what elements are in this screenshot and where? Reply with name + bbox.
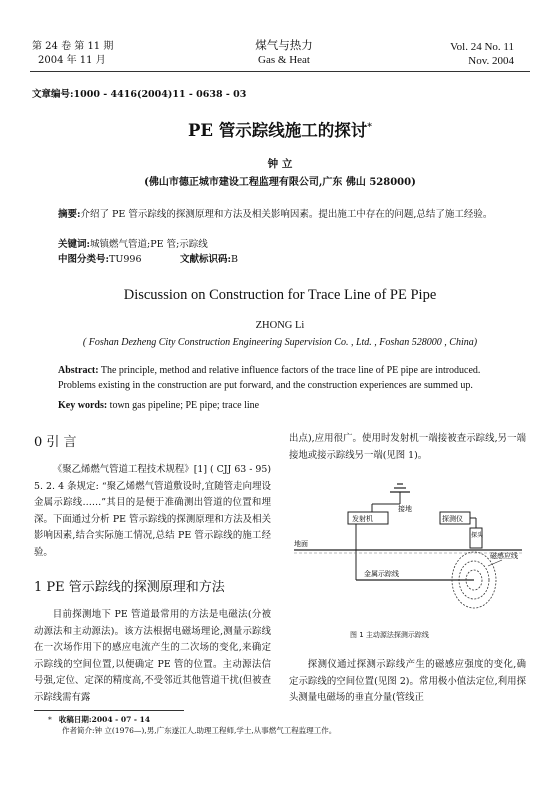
header-rule bbox=[30, 71, 530, 72]
section-1-paragraph: 目前探测地下 PE 管道最常用的方法是电磁法(分被动源法和主动源法)。该方法根据电磁场理论,测量示踪线在一次场作用下的感应电流产生的二次场的变化,来确定示踪线的空间位置,以便确定 PE 管的位置。主动源法信号强,定位、定深的精度高,不受邻近其他管道干扰(但被查示踪线需有露 bbox=[34, 609, 271, 703]
abstract-en-label: Abstract: bbox=[58, 365, 99, 376]
keywords-cn bbox=[58, 238, 513, 252]
volume-issue-en: Vol. 24 No. 11 bbox=[450, 41, 514, 53]
right-column-top-paragraph: 出点),应用很广。使用时发射机一端接被查示踪线,另一端接地或接示踪线另一端(见图 1)。 bbox=[289, 433, 526, 461]
title-cn bbox=[0, 117, 560, 141]
clc-value: TU996 bbox=[109, 254, 142, 265]
clc-label: 中图分类号: bbox=[58, 254, 110, 265]
footnote-rule bbox=[34, 710, 184, 711]
doc-label: 文献标识码: bbox=[180, 254, 232, 265]
keywords-en-text: town gas pipeline; PE pipe; trace line bbox=[107, 400, 260, 411]
abstract-en bbox=[58, 364, 516, 393]
footnote-marker: * bbox=[48, 715, 52, 724]
title-en: Discussion on Construction for Trace Line of PE Pipe bbox=[123, 287, 437, 303]
affiliation-cn: (佛山市德正城市建设工程监理有限公司,广东 佛山 528000) bbox=[144, 177, 416, 188]
footnote-author: 作者简介:钟 立(1976—),男,广东遂江人,助理工程师,学士,从事燃气工程监理工作。 bbox=[62, 726, 337, 735]
surface-label: 地面 bbox=[294, 540, 308, 548]
journal-name-en: Gas & Heat bbox=[258, 54, 310, 66]
keywords-cn-text: 城镇燃气管道;PE 管;示踪线 bbox=[90, 239, 208, 250]
journal-name-cn: 煤气与热力 bbox=[255, 38, 313, 52]
keywords-en bbox=[58, 400, 516, 411]
volume-issue-cn: 第 24 卷 第 11 期 bbox=[32, 41, 114, 52]
section-0-heading: 0 引 言 bbox=[34, 435, 77, 450]
right-column-bottom-paragraph: 探测仪通过探测示踪线产生的磁感应强度的变化,确定示踪线的空间位置(见图 2)。常用极小值法定位,利用探头测量电磁场的垂直分量(管线正 bbox=[289, 659, 526, 703]
section-0-paragraph: 《聚乙烯燃气管道工程技术规程》[1] ( CJJ 63 - 95) 5. 2. 4 条规定: “聚乙烯燃气管道敷设时,宜随管走向埋设金属示踪线……”其目的是便于准确测出管道的位置和埋深。下面通过分析 PE 管示踪线的探测原理和方法及相关影响因素,结合实际施工情况,总结 PE 管示踪线的施工经验。 bbox=[34, 464, 271, 558]
section-1-heading: 1 PE 管示踪线的探测原理和方法 bbox=[34, 580, 225, 595]
abstract-cn-text: 介绍了 PE 管示踪线的探测原理和方法及相关影响因素。提出施工中存在的问题,总结了施工经验。 bbox=[80, 209, 493, 220]
doc-value: B bbox=[231, 254, 238, 265]
keywords-cn-label: 关键词: bbox=[58, 239, 91, 250]
abstract-en-text: The principle, method and relative influence factors of the trace line of PE pipe are introduced. Problems existing in the construction are put forward, and the construction experiences are summed up. bbox=[58, 365, 481, 391]
field-lines-label: 磁感应线 bbox=[490, 552, 518, 560]
date-cn: 2004 年 11 月 bbox=[38, 55, 106, 66]
figure-1-caption: 图 1 主动源法探测示踪线 bbox=[350, 631, 429, 639]
affiliation-en: ( Foshan Dezheng City Construction Engineering Supervision Co. , Ltd. , Foshan 528000 , China) bbox=[82, 337, 478, 348]
detector-label: 探测仪 bbox=[442, 515, 463, 523]
footnote-received bbox=[48, 714, 150, 725]
figure-1-diagram bbox=[290, 478, 526, 628]
abstract-cn bbox=[58, 208, 513, 222]
abstract-cn-label: 摘要: bbox=[58, 209, 81, 220]
trace-line-label: 金属示踪线 bbox=[364, 570, 399, 578]
date-en: Nov. 2004 bbox=[468, 55, 514, 67]
transmitter-label: 发射机 bbox=[352, 515, 373, 523]
ground-label: 接地 bbox=[398, 505, 412, 513]
author-en: ZHONG Li bbox=[255, 320, 305, 331]
title-cn-text: PE 管示踪线施工的探讨 bbox=[188, 121, 368, 140]
keywords-en-label: Key words: bbox=[58, 400, 108, 411]
doc-code bbox=[180, 253, 238, 267]
clc-number bbox=[58, 253, 142, 267]
footnote-received-text: 收稿日期:2004 - 07 - 14 bbox=[58, 715, 151, 724]
article-id: 文章编号:1000 - 4416(2004)11 - 0638 - 03 bbox=[32, 89, 247, 100]
title-footnote-mark: * bbox=[367, 122, 372, 133]
probe-label: 探头 bbox=[471, 532, 484, 539]
author-cn: 钟 立 bbox=[267, 158, 293, 170]
